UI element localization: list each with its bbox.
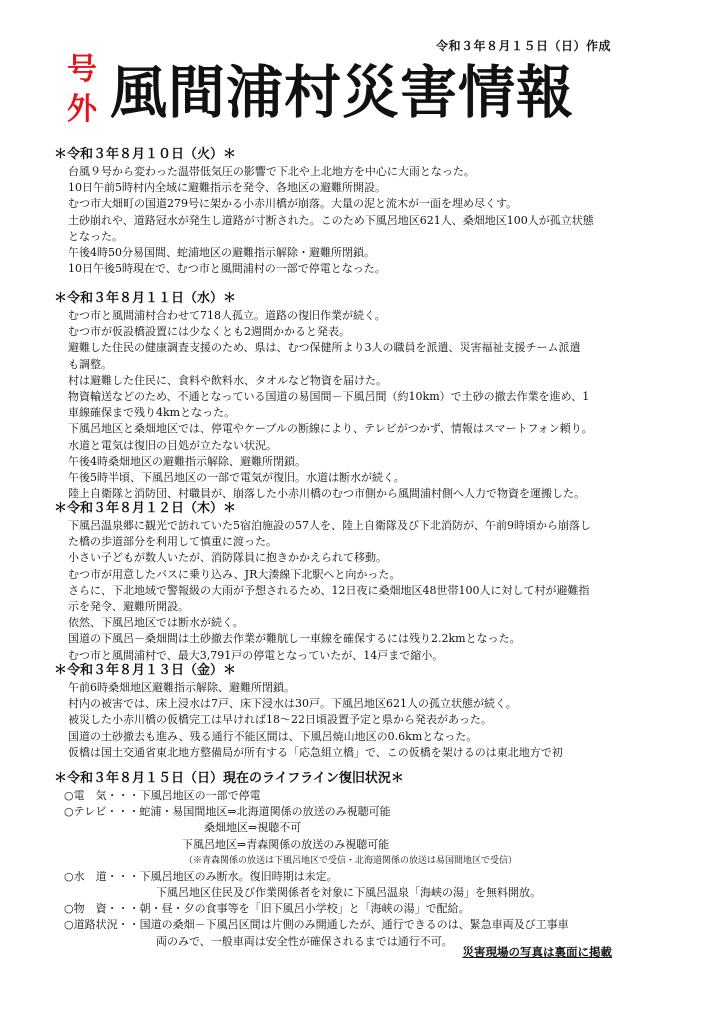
lifeline-item: ○電 気・・・下風呂地区の一部で停電	[64, 789, 261, 802]
lifeline-list	[54, 788, 674, 950]
section-body	[68, 308, 674, 502]
gougai-char-1: 号	[67, 52, 97, 87]
lifeline-item: ○道路状況・・国道の桑畑－下風呂区間は片側のみ開通したが、通行できるのは、緊急車両及び工事車	[64, 918, 569, 932]
lifeline-item: ○テレビ・・・蛇浦・易国間地区⇒北海道関係の放送のみ視聴可能	[64, 805, 391, 819]
report-line: 陸上自衛隊と消防団、村職員が、崩落した小赤川橋のむつ市側から風間浦村側へ人力で物資を運搬した。	[68, 487, 585, 501]
report-line: 下風呂温泉郷に観光で訪れていた5宿泊施設の57人を、陸上自衛隊及び下北消防が、午前9時頃から崩落し	[68, 519, 591, 532]
lifeline-heading: ＊令和３年８月１５日（日）現在のライフライン復旧状況＊	[54, 771, 404, 786]
gougai-char-2: 外	[67, 92, 97, 127]
footer-note: 災害現場の写真は裏面に掲載	[462, 945, 612, 959]
section-heading: ＊令和３年８月１３日（金）＊	[54, 663, 237, 678]
report-line: 示を発令、避難所開設。	[68, 600, 189, 614]
report-line: 10日午後5時現在で、むつ市と風間浦村の一部で停電となった。	[68, 262, 386, 276]
section-body	[68, 164, 674, 277]
report-line: むつ市が用意したバスに乗り込み、JR大湊線下北駅へと向かった。	[68, 567, 401, 581]
report-line: むつ市と風間浦村で、最大3,791戸の停電となっていたが、14戸まで縮小。	[68, 648, 444, 662]
report-line: 土砂崩れや、道路冠水が発生し道路が寸断された。このため下風呂地区621人、桑畑地区100人が孤立状態	[68, 213, 594, 227]
report-line: 午後4時桑畑地区の避難指示解除、避難所閉鎖。	[68, 454, 306, 468]
lifeline-item: 桑畑地区⇒視聴不可	[204, 821, 302, 835]
report-line: 物資輸送などのため、不通となっている国道の易国間－下風呂間（約10km）で土砂の撤去作業を進め、1	[68, 390, 590, 404]
report-line: 国道の土砂撤去も進み、残る通行不能区間は、下風呂焼山地区の0.6kmとなった。	[68, 729, 478, 743]
report-line: となった。	[68, 229, 123, 243]
report-line: 小さい子どもが数人いたが、消防隊員に抱きかかえられて移動。	[68, 551, 387, 565]
report-line: むつ市大畑町の国道279号に架かる小赤川橋が崩落。大量の泥と流木が一面を埋め尽くす。	[68, 197, 518, 211]
date-created: 令和３年８月１５日（日）作成	[436, 39, 612, 53]
lifeline-item: 両のみで、一般車両は安全性が確保されるまでは通行不可。	[156, 934, 453, 948]
lifeline-item: 下風呂地区⇒青森関係の放送のみ視聴可能	[182, 837, 390, 851]
report-line: むつ市が仮設橋設置には少なくとも2週間かかると発表。	[68, 325, 350, 339]
report-line: 下風呂地区と桑畑地区では、停電やケーブルの断線により、テレビがつかず、情報はスマートフォン頼り。	[68, 422, 593, 436]
gougai-label	[62, 50, 102, 130]
report-line: むつ市と風間浦村合わせて718人孤立。道路の復旧作業が続く。	[68, 309, 386, 322]
section-body	[68, 518, 674, 664]
report-line: 車線確保まで残り4kmとなった。	[68, 406, 236, 420]
report-line: 午後4時50分易国間、蛇浦地区の避難指示解除・避難所閉鎖。	[68, 246, 375, 260]
page-title: 風間浦村災害情報	[110, 60, 574, 126]
lifeline-item: ○水 道・・・下風呂地区のみ断水。復旧時期は未定。	[64, 869, 338, 883]
report-line: 依然、下風呂地区では断水が続く。	[68, 616, 244, 630]
lifeline-note: （※青森関係の放送は下風呂地区で受信・北海道関係の放送は易国間地区で受信）	[184, 855, 518, 866]
report-line: 避難した住民の健康調査支援のため、県は、むつ保健所より3人の職員を派遣、災害福祉支援チーム派遣	[68, 341, 581, 355]
lifeline-item: 下風呂地区住民及び作業関係者を対象に下風呂温泉「海峡の湯」を無料開放。	[156, 886, 541, 900]
lifeline-item: ○物 資・・・朝・昼・夕の食事等を「旧下風呂小学校」と「海峡の湯」で配給。	[64, 902, 470, 916]
report-line: 仮橋は国土交通省東北地方整備局が所有する「応急組立橋」で、この仮橋を架けるのは東北地方で初	[68, 745, 563, 759]
report-line: 台風９号から変わった温帯低気圧の影響で下北や上北地方を中心に大雨となった。	[68, 165, 475, 178]
report-line: 村は避難した住民に、食料や飲料水、タオルなど物資を届けた。	[68, 373, 387, 387]
report-line: 午前6時桑畑地区避難指示解除、避難所閉鎖。	[68, 681, 295, 694]
report-line: 国道の下風呂－桑畑間は土砂撤去作業が難航し一車線を確保するには残り2.2kmとなった。	[68, 632, 521, 646]
report-section	[54, 662, 674, 761]
section-heading: ＊令和３年８月１１日（水）＊	[54, 291, 237, 306]
report-line: 被災した小赤川橋の仮橋完工は早ければ18～22日頃設置予定と県から発表があった。	[68, 713, 492, 727]
report-section	[54, 146, 674, 277]
report-line: 村内の被害では、床上浸水は7戸、床下浸水は30戸。下風呂地区621人の孤立状態が続く。	[68, 697, 517, 711]
report-section	[54, 500, 674, 664]
report-line: 10日午前5時村内全域に避難指示を発令、各地区の避難所開設。	[68, 181, 386, 195]
report-line: も調整。	[68, 357, 112, 371]
report-section	[54, 290, 674, 502]
section-heading: ＊令和３年８月１２日（木）＊	[54, 501, 237, 516]
report-line: さらに、下北地域で警報級の大雨が予想されるため、12日夜に桑畑地区48世帯100人に対して村が避難指	[68, 583, 590, 597]
section-body	[68, 680, 674, 761]
section-heading: ＊令和３年８月１０日（火）＊	[54, 147, 237, 162]
report-line: 水道と電気は復旧の目処が立たない状況。	[68, 438, 277, 452]
report-line: た橋の歩道部分を利用して慎重に渡った。	[68, 535, 277, 549]
report-line: 午後5時半頃、下風呂地区の一部で電気が復旧。水道は断水が続く。	[68, 471, 405, 485]
lifeline-section	[54, 770, 674, 950]
